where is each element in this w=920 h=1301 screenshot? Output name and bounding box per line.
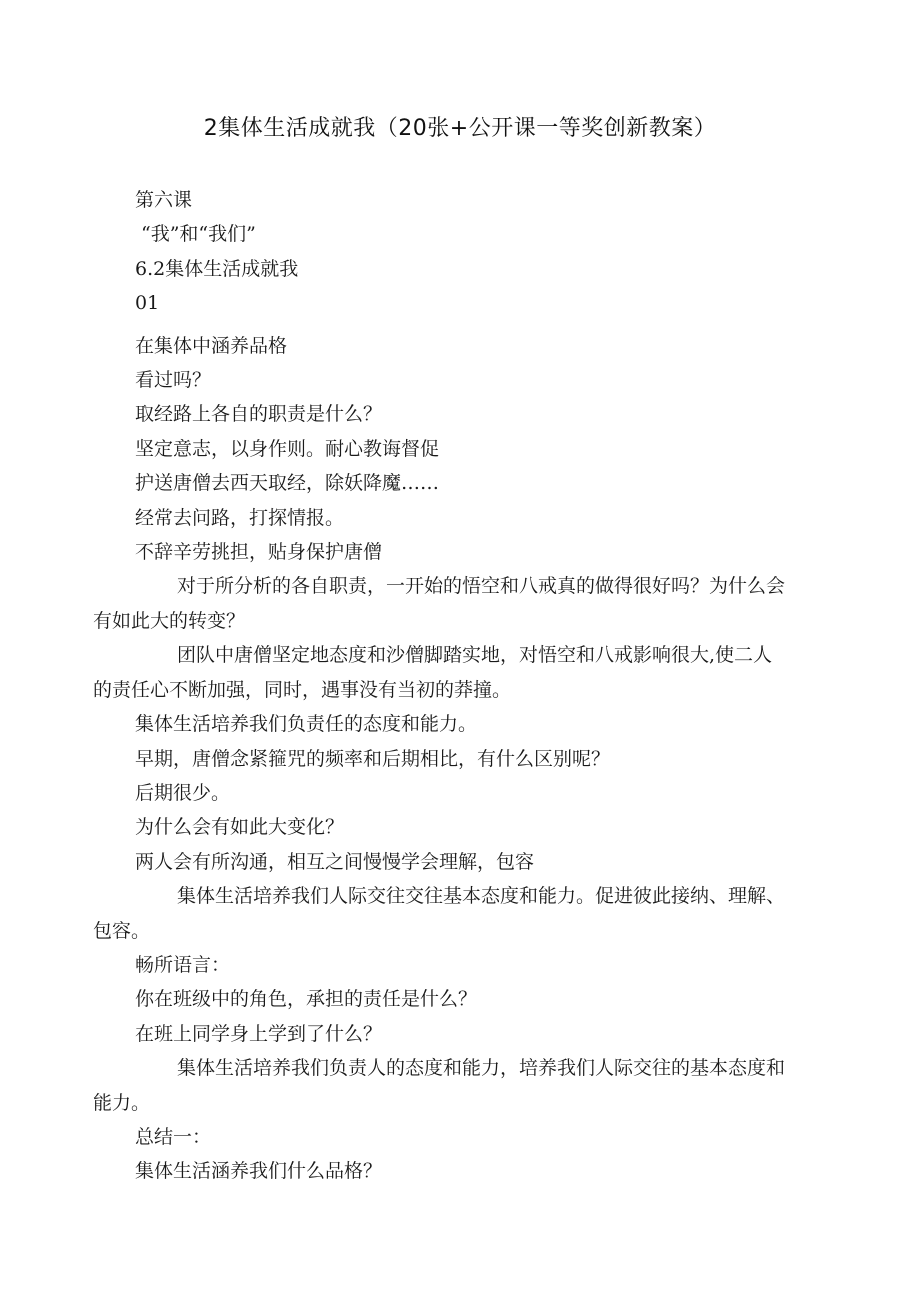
- paragraph: 集体生活培养我们负责人的态度和能力，培养我们人际交往的基本态度和能力。: [93, 1057, 786, 1114]
- text-line: 不辞辛劳挑担，贴身保护唐僧: [135, 541, 383, 564]
- text-line: 集体生活涵养我们什么品格？: [135, 1160, 383, 1183]
- paragraph: 团队中唐僧坚定地态度和沙僧脚踏实地，对悟空和八戒影响很大,使二人的责任心不断加强，同时，遇事没有当初的莽撞。: [93, 644, 773, 701]
- text-line: 在班上同学身上学到了什么？: [135, 1022, 383, 1045]
- paragraph: 对于所分析的各自职责，一开始的悟空和八戒真的做得很好吗？为什么会有如此大的转变？: [93, 575, 786, 632]
- part-number: 01: [135, 292, 160, 315]
- lesson-title: “我”和“我们”: [141, 223, 256, 246]
- text-line: 为什么会有如此大变化？: [135, 816, 345, 839]
- text-line: 早期，唐僧念紧箍咒的频率和后期相比，有什么区别呢？: [135, 747, 611, 770]
- text-line: 护送唐僧去西天取经，除妖降魔……: [135, 472, 440, 495]
- text-line: 你在班级中的角色，承担的责任是什么？: [135, 988, 478, 1011]
- section-title: 6.2集体生活成就我: [135, 257, 299, 280]
- text-line: 畅所语言：: [135, 953, 231, 976]
- text-line: 看过吗？: [135, 369, 212, 392]
- document-title: 2集体生活成就我（20张+公开课一等奖创新教案）: [203, 116, 717, 141]
- text-line: 取经路上各自的职责是什么？: [135, 403, 383, 426]
- lesson-number: 第六课: [135, 189, 193, 211]
- text-line: 总结一：: [135, 1125, 212, 1148]
- document-body: [93, 183, 786, 1189]
- text-line: 集体生活培养我们负责任的态度和能力。: [135, 713, 478, 736]
- text-line: 后期很少。: [135, 781, 231, 804]
- text-line: 坚定意志，以身作则。耐心教诲督促: [135, 437, 440, 460]
- text-line: 经常去问路，打探情报。: [135, 506, 345, 529]
- paragraph: 集体生活培养我们人际交往交往基本态度和能力。促进彼此接纳、理解、包容。: [93, 885, 786, 942]
- text-line: 两人会有所沟通，相互之间慢慢学会理解，包容: [135, 850, 535, 873]
- part-heading: 在集体中涵养品格: [135, 334, 288, 357]
